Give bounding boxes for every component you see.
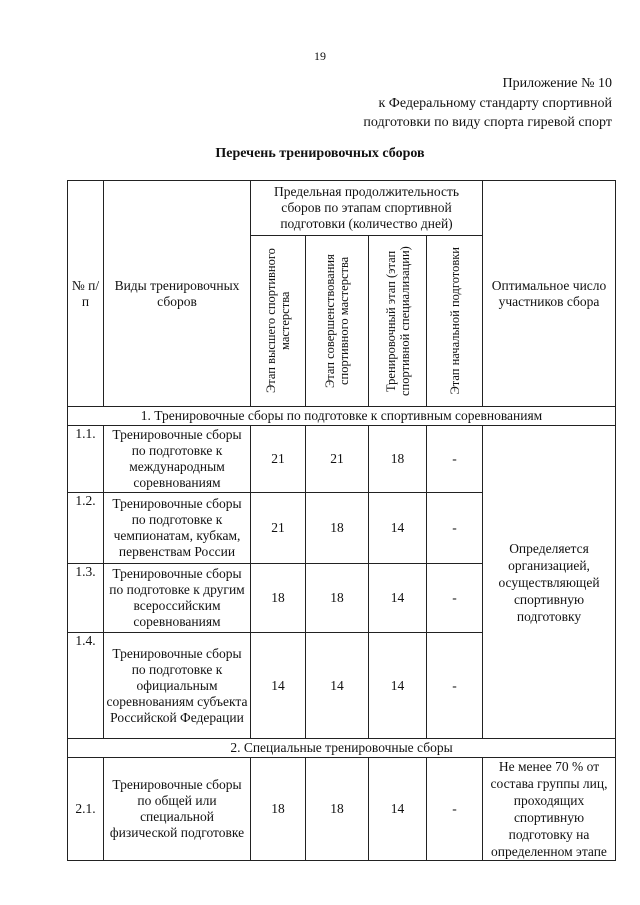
row-value-stage-4: - xyxy=(427,633,483,739)
row-value-stage-1: 14 xyxy=(251,633,306,739)
row-value-stage-1: 21 xyxy=(251,493,306,564)
row-name: Тренировочные сборы по подготовке к чемпионатам, кубкам, первенствам России xyxy=(104,493,251,564)
row-value-stage-1: 18 xyxy=(251,564,306,633)
row-name: Тренировочные сборы по подготовке к международным соревнованиям xyxy=(104,426,251,493)
section-1-heading: 1. Тренировочные сборы по подготовке к спортивным соревнованиям xyxy=(68,407,616,426)
header-stage-4: Этап начальной подготовки xyxy=(427,236,483,407)
row-value-stage-1: 21 xyxy=(251,426,306,493)
section-1-optimal: Определяется организацией, осуществляющей спортивную подготовку xyxy=(483,426,616,739)
row-value-stage-2: 18 xyxy=(306,758,369,861)
appendix-header xyxy=(363,74,612,133)
table-row xyxy=(68,758,616,861)
row-number: 1.4. xyxy=(68,633,104,739)
header-stage-3: Тренировочный этап (этап спортивной специализации) xyxy=(369,236,427,407)
row-value-stage-4: - xyxy=(427,564,483,633)
row-value-stage-3: 14 xyxy=(369,564,427,633)
header-duration: Предельная продолжительность сборов по этапам спортивной подготовки (количество дней) xyxy=(251,181,483,236)
header-stage-1: Этап высшего спортивного мастерства xyxy=(251,236,306,407)
row-name: Тренировочные сборы по подготовке к официальным соревнованиям субъекта Российской Федерации xyxy=(104,633,251,739)
row-value-stage-2: 14 xyxy=(306,633,369,739)
header-stage-2: Этап совершенствования спортивного мастерства xyxy=(306,236,369,407)
header-number: № п/п xyxy=(68,181,104,407)
row-value-stage-3: 14 xyxy=(369,758,427,861)
row-value-stage-2: 21 xyxy=(306,426,369,493)
document-title: Перечень тренировочных сборов xyxy=(215,146,425,161)
row-number: 2.1. xyxy=(68,758,104,861)
row-value-stage-2: 18 xyxy=(306,564,369,633)
row-value-stage-3: 18 xyxy=(369,426,427,493)
row-optimal: Не менее 70 % от состава группы лиц, проходящих спортивную подготовку на определенном этапе xyxy=(483,758,616,861)
training-camps-table xyxy=(67,180,616,861)
row-value-stage-3: 14 xyxy=(369,633,427,739)
row-value-stage-4: - xyxy=(427,493,483,564)
section-2-heading: 2. Специальные тренировочные сборы xyxy=(68,739,616,758)
row-value-stage-4: - xyxy=(427,758,483,861)
row-number: 1.1. xyxy=(68,426,104,493)
row-name: Тренировочные сборы по общей или специальной физической подготовке xyxy=(104,758,251,861)
header-kind: Виды тренировочных сборов xyxy=(104,181,251,407)
appendix-line-3: подготовки по виду спорта гиревой спорт xyxy=(363,115,612,130)
appendix-line-2: к Федеральному стандарту спортивной xyxy=(378,95,612,111)
row-value-stage-4: - xyxy=(427,426,483,493)
table-row xyxy=(68,426,616,493)
row-number: 1.3. xyxy=(68,564,104,633)
page-number: 19 xyxy=(314,49,326,63)
row-value-stage-3: 14 xyxy=(369,493,427,564)
row-number: 1.2. xyxy=(68,493,104,564)
row-name: Тренировочные сборы по подготовке к другим всероссийским соревнованиям xyxy=(104,564,251,633)
appendix-line-1: Приложение № 10 xyxy=(502,76,612,91)
row-value-stage-1: 18 xyxy=(251,758,306,861)
header-optimal: Оптимальное число участников сбора xyxy=(483,181,616,407)
row-value-stage-2: 18 xyxy=(306,493,369,564)
